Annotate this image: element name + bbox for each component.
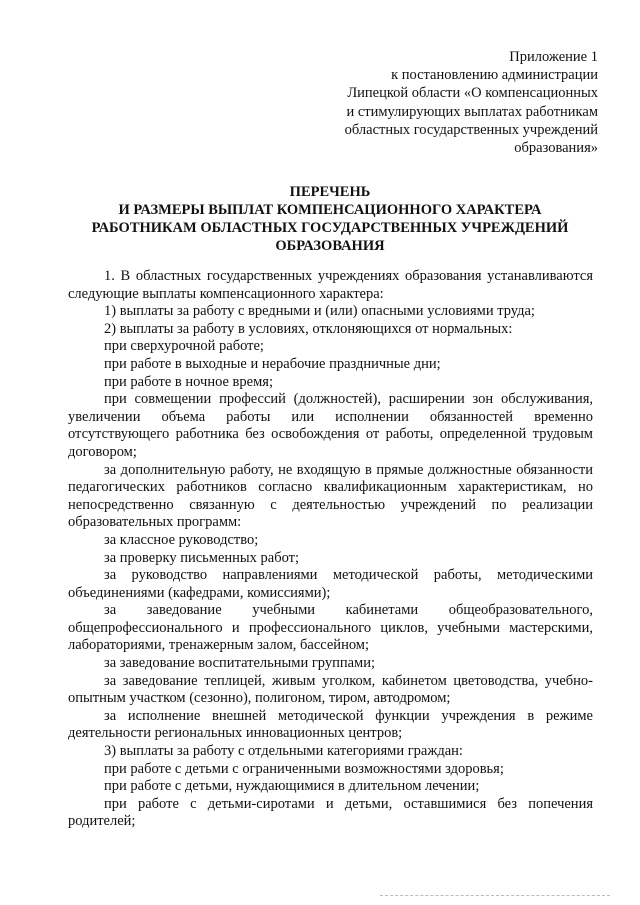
footer-divider	[380, 895, 610, 896]
appendix-line: областных государственных учреждений	[344, 121, 598, 138]
appendix-line: образования»	[514, 140, 598, 157]
title-line: ПЕРЕЧЕНЬ	[289, 184, 371, 200]
title-line: И РАЗМЕРЫ ВЫПЛАТ КОМПЕНСАЦИОННОГО ХАРАКТЕРА	[118, 202, 542, 218]
paragraph: при сверхурочной работе;	[104, 338, 264, 355]
paragraph: 1) выплаты за работу с вредными и (или) опасными условиями труда;	[104, 303, 535, 320]
title-line: ОБРАЗОВАНИЯ	[275, 238, 385, 254]
appendix-line: Липецкой области «О компенсационных	[347, 85, 598, 102]
paragraph: за исполнение внешней методической функции учреждения в режиме деятельности региональных инновационных центров;	[68, 707, 593, 742]
paragraph: при совмещении профессий (должностей), расширении зон обслуживания, увеличении объема работы или исполнении обязанностей временно отсутствующего работника без освобождения от работы, определенной трудовым договором;	[68, 391, 593, 460]
paragraph: за дополнительную работу, не входящую в прямые должностные обязанности педагогических работников согласно квалификационным характеристикам, но непосредственно связанную с деятельностью учреждений по реализации образовательных программ:	[68, 461, 593, 531]
paragraph: за заведование учебными кабинетами общеобразовательного, общепрофессионального и профессионального циклов, учебными мастерскими, лабораториями, тренажерным залом, бассейном;	[68, 602, 593, 654]
paragraph: за заведование теплицей, живым уголком, кабинетом цветоводства, учебно-опытным участком (сезонно), полигоном, тиром, автодромом;	[68, 672, 593, 707]
paragraph: за классное руководство;	[104, 531, 259, 548]
appendix-header	[298, 48, 598, 157]
appendix-line: к постановлению администрации	[391, 67, 598, 84]
document-body	[68, 268, 593, 831]
paragraph: за заведование воспитательными группами;	[104, 655, 376, 672]
paragraph: за проверку письменных работ;	[104, 549, 300, 566]
title-line: РАБОТНИКАМ ОБЛАСТНЫХ ГОСУДАРСТВЕННЫХ УЧРЕЖДЕНИЙ	[91, 220, 569, 236]
appendix-line: и стимулирующих выплатах работникам	[346, 103, 598, 120]
paragraph: при работе с детьми с ограниченными возможностями здоровья;	[104, 760, 504, 777]
paragraph: при работе в ночное время;	[104, 373, 273, 390]
paragraph: при работе с детьми, нуждающимися в длительном лечении;	[104, 778, 480, 795]
paragraph: при работе в выходные и нерабочие праздничные дни;	[104, 355, 441, 372]
paragraph: при работе с детьми-сиротами и детьми, оставшимися без попечения родителей;	[68, 795, 593, 830]
paragraph: за руководство направлениями методической работы, методическими объединениями (кафедрами, комиссиями);	[68, 567, 593, 601]
paragraph: 2) выплаты за работу в условиях, отклоняющихся от нормальных:	[104, 320, 513, 337]
paragraph: 3) выплаты за работу с отдельными категориями граждан:	[104, 743, 463, 760]
document-title	[70, 183, 590, 255]
paragraph: 1. В областных государственных учреждениях образования устанавливаются следующие выплаты компенсационного характера:	[68, 268, 593, 302]
appendix-line: Приложение 1	[509, 49, 598, 65]
